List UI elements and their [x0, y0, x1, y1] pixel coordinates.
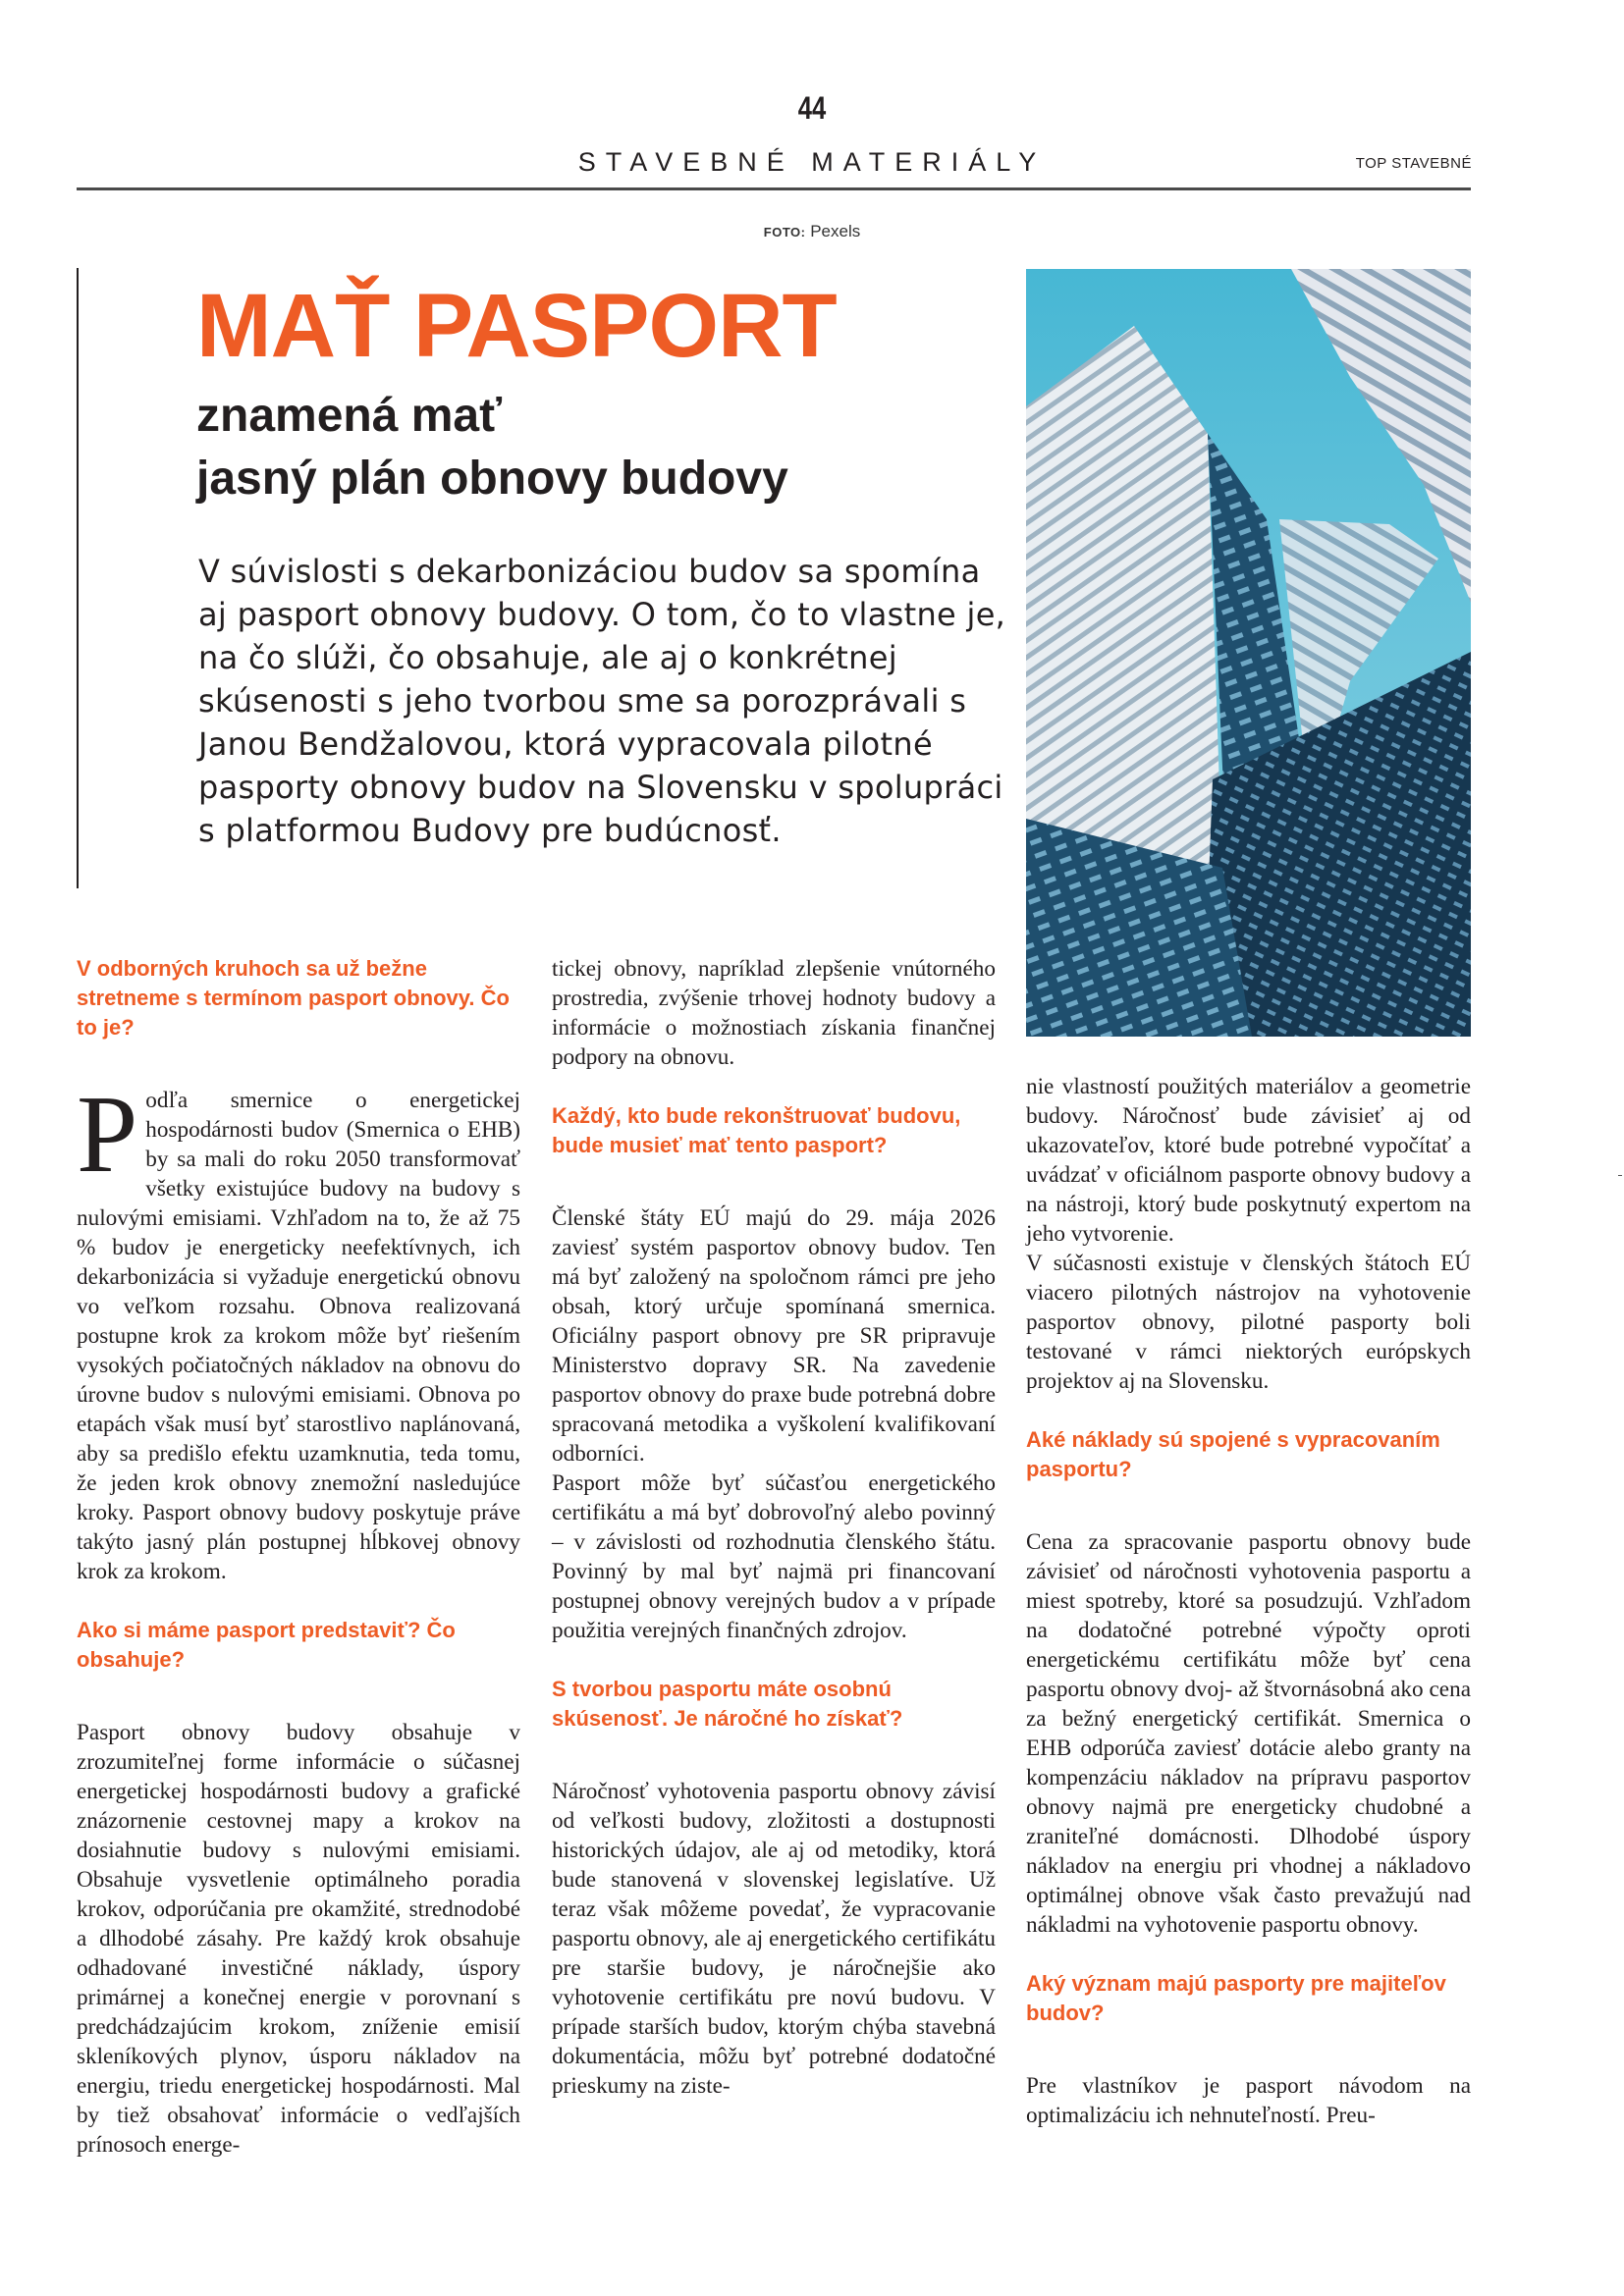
subhead	[196, 385, 788, 510]
headline: MAŤ PASPORT	[196, 276, 837, 376]
article-paragraph: Pasport môže byť súčasťou energetického certifikátu a má byť dobrovoľný alebo povinný – v závislosti od rozhodnutia členského štátu. Povinný by mal byť najmä pri financovaní postupnej obnovy verejných budov a v prípade použitia verejných finančných zdrojov.	[552, 1470, 996, 1643]
article-paragraph	[77, 1074, 520, 1586]
paragraph-text: odľa smernice o energetickej hospodárnosti budov (Smernica o EHB) by sa mali do roku 2050 transformovať všetky existujúce budovy na budovy s nulovými emisiami. Vzhľadom na to, že až 75 % budov je energeticky neefektívnych, ich dekarbonizácia si vyžaduje energetickú obnovu vo veľkom rozsahu. Obnova realizovaná postupne krok za krokom môže byť riešením vysokých počiatočných nákladov na obnovu do úrovne budov s nulovými emisiami. Obnova po etapách však musí byť starostlivo naplánovaná, aby sa predišlo efektu uzamknutia, teda tomu, že jeden krok obnovy znemožní nasledujúce kroky. Pasport obnovy budovy poskytuje práve takýto jasný plán postupnej hĺbkovej obnovy krok za krokom.	[77, 1088, 520, 1584]
interview-question: Každý, kto bude rekonštruovať budovu, bude musieť mať tento pasport?	[552, 1103, 961, 1157]
drop-cap: P	[77, 1074, 138, 1196]
header-rule	[77, 187, 1471, 190]
article-paragraph: tickej obnovy, napríklad zlepšenie vnútorného prostredia, zvýšenie trhovej hodnoty budovy a informácie o možnostiach získania finančnej podpory na obnovu.	[552, 956, 996, 1070]
interview-question: V odborných kruhoch sa už bežne stretneme s termínom pasport obnovy. Čo to je?	[77, 956, 510, 1040]
article-column-2	[552, 954, 996, 2101]
subhead-line-2: jasný plán obnovy budovy	[196, 453, 788, 505]
photo-credit-value: Pexels	[805, 222, 861, 240]
article-column-1	[77, 954, 520, 2160]
photo-credit-label: FOTO:	[763, 225, 806, 240]
title-side-rule	[77, 268, 79, 888]
hero-image	[1026, 269, 1471, 1037]
interview-question: S tvorbou pasportu máte osobnú skúsenosť. Je náročné ho získať?	[552, 1677, 903, 1731]
section-title: STAVEBNÉ MATERIÁLY	[577, 147, 1047, 177]
article-paragraph: Pasport obnovy budovy obsahuje v zrozumiteľnej forme informácie o súčasnej energetickej hospodárnosti budovy a grafické znázornenie cestovnej mapy a krokov na dosiahnutie budovy s nulovými emisiami. Obsahuje vysvetlenie optimálneho poradia krokov, odporúčania pre okamžité, strednodobé a dlhodobé zásahy. Pre každý krok obsahuje odhadované investičné náklady, úspory primárnej a konečnej energie v porovnaní s predchádzajúcim krokom, zníženie emisií skleníkových plynov, úsporu nákladov na energiu, triedu energetickej hospodárnosti. Mal by tiež obsahovať informácie o vedľajších prínosoch energe-	[77, 1720, 520, 2158]
edge-mark	[1618, 1175, 1622, 1176]
article-paragraph: Pre vlastníkov je pasport návodom na optimalizáciu ich nehnuteľností. Preu-	[1026, 2073, 1471, 2128]
article-paragraph: V súčasnosti existuje v členských štátoch EÚ viacero pilotných nástrojov na vyhotovenie pasportov obnovy, pilotné pasporty boli testované v rámci niektorých európskych projektov aj na Slovensku.	[1026, 1251, 1471, 1394]
article-paragraph: Cena za spracovanie pasportu obnovy bude závisieť od náročnosti vyhotovenia pasportu a miest spotreby, ktoré sa posudzujú. Vzhľadom na dodatočné potrebné výpočty oproti energetickému certifikátu môže byť cena pasportu obnovy dvoj- až štvornásobná ako cena za bežný energetický certifikát. Smernica o EHB odporúča zaviesť dotácie alebo granty na kompenzáciu nákladov na prípravu pasportov obnovy najmä pre energeticky chudobné a zraniteľné domácnosti. Dlhodobé úspory nákladov na energiu pri vhodnej a nákladovo optimálnej obnove však často prevažujú nad nákladmi na vyhotovenie pasportu obnovy.	[1026, 1529, 1471, 1938]
article-paragraph: nie vlastností použitých materiálov a geometrie budovy. Náročnosť bude závisieť aj od ukazovateľov, ktoré bude potrebné vypočítať a uvádzať v oficiálnom pasporte obnovy budovy a na nástroji, ktorý bude poskytnutý expertom na jeho vytvorenie.	[1026, 1074, 1471, 1247]
photo-credit	[0, 222, 1624, 241]
magazine-brand: TOP STAVEBNÉ	[1355, 155, 1472, 172]
interview-question: Aké náklady sú spojené s vypracovaním pasportu?	[1026, 1427, 1440, 1481]
article-paragraph: Náročnosť vyhotovenia pasportu obnovy závisí od veľkosti budovy, zložitosti a dostupnosti historických údajov, ale aj od metodiky, ktorá bude stanovená v slovenskej legislatíve. Už teraz však môžeme povedať, že vypracovanie pasportu obnovy, ale aj energetického certifikátu pre staršie budovy, je náročnejšie ako vyhotovenie certifikátu pre novú budovu. V prípade starších budov, ktorým chýba stavebná dokumentácia, môžu byť potrebné dodatočné prieskumy na ziste-	[552, 1779, 996, 2099]
article-paragraph: Členské štáty EÚ majú do 29. mája 2026 zaviesť systém pasportov obnovy budov. Ten má byť založený na spoločnom rámci pre jeho obsah, ktorý určuje spomínaná smernica. Oficiálny pasport obnovy pre SR pripravuje Ministerstvo dopravy SR. Na zavedenie pasportov obnovy do praxe bude potrebná dobre spracovaná metodika a vyškolení kvalifikovaní odborníci.	[552, 1205, 996, 1467]
subhead-line-1: znamená mať	[196, 390, 503, 442]
lead-paragraph: V súvislosti s dekarbonizáciou budov sa spomína aj pasport obnovy budovy. O tom, čo to vlastne je, na čo slúži, čo obsahuje, ale aj o konkrétnej skúsenosti s jeho tvorbou sme sa porozprávali s Janou Bendžalovou, ktorá vypracovala pilotné pasporty obnovy budov na Slovensku v spolupráci s platformou Budovy pre budúcnosť.	[198, 553, 1006, 849]
page-number: 44	[797, 90, 827, 126]
article-column-3	[1026, 1072, 1471, 2130]
interview-question: Aký význam majú pasporty pre majiteľov budov?	[1026, 1971, 1446, 2025]
interview-question: Ako si máme pasport predstaviť? Čo obsahuje?	[77, 1618, 456, 1672]
skyscrapers-photo	[1026, 269, 1471, 1037]
